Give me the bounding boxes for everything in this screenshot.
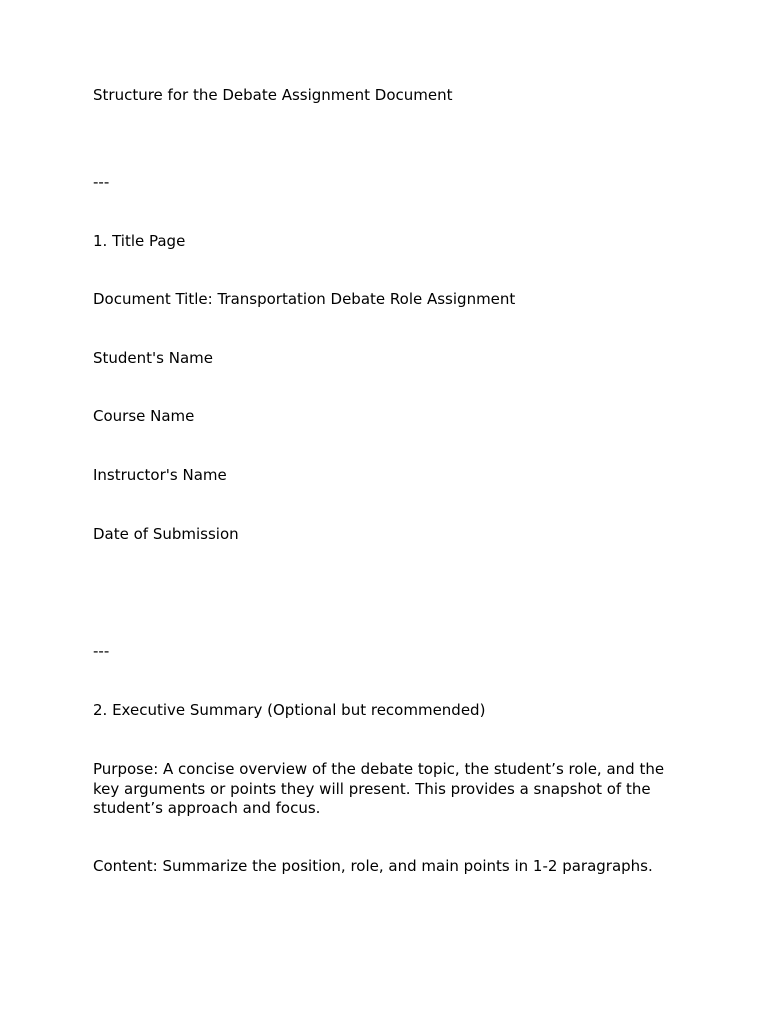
instructor-name-line: Instructor's Name	[93, 466, 227, 484]
date-of-submission-line: Date of Submission	[93, 525, 239, 543]
section-title-executive-summary: 2. Executive Summary (Optional but recommended)	[93, 701, 486, 719]
separator: ---	[93, 173, 110, 191]
content-paragraph: Content: Summarize the position, role, and main points in 1-2 paragraphs.	[93, 857, 653, 875]
document-heading: Structure for the Debate Assignment Document	[93, 86, 453, 104]
document-title-line: Document Title: Transportation Debate Role Assignment	[93, 290, 516, 308]
student-name-line: Student's Name	[93, 349, 214, 367]
purpose-paragraph: Purpose: A concise overview of the debate topic, the student’s role, and the key arguments or points they will present. This provides a snapshot of the student’s approach and focus.	[93, 760, 665, 817]
section-title-title-page: 1. Title Page	[93, 232, 186, 250]
course-name-line: Course Name	[93, 407, 195, 425]
separator: ---	[93, 642, 110, 660]
